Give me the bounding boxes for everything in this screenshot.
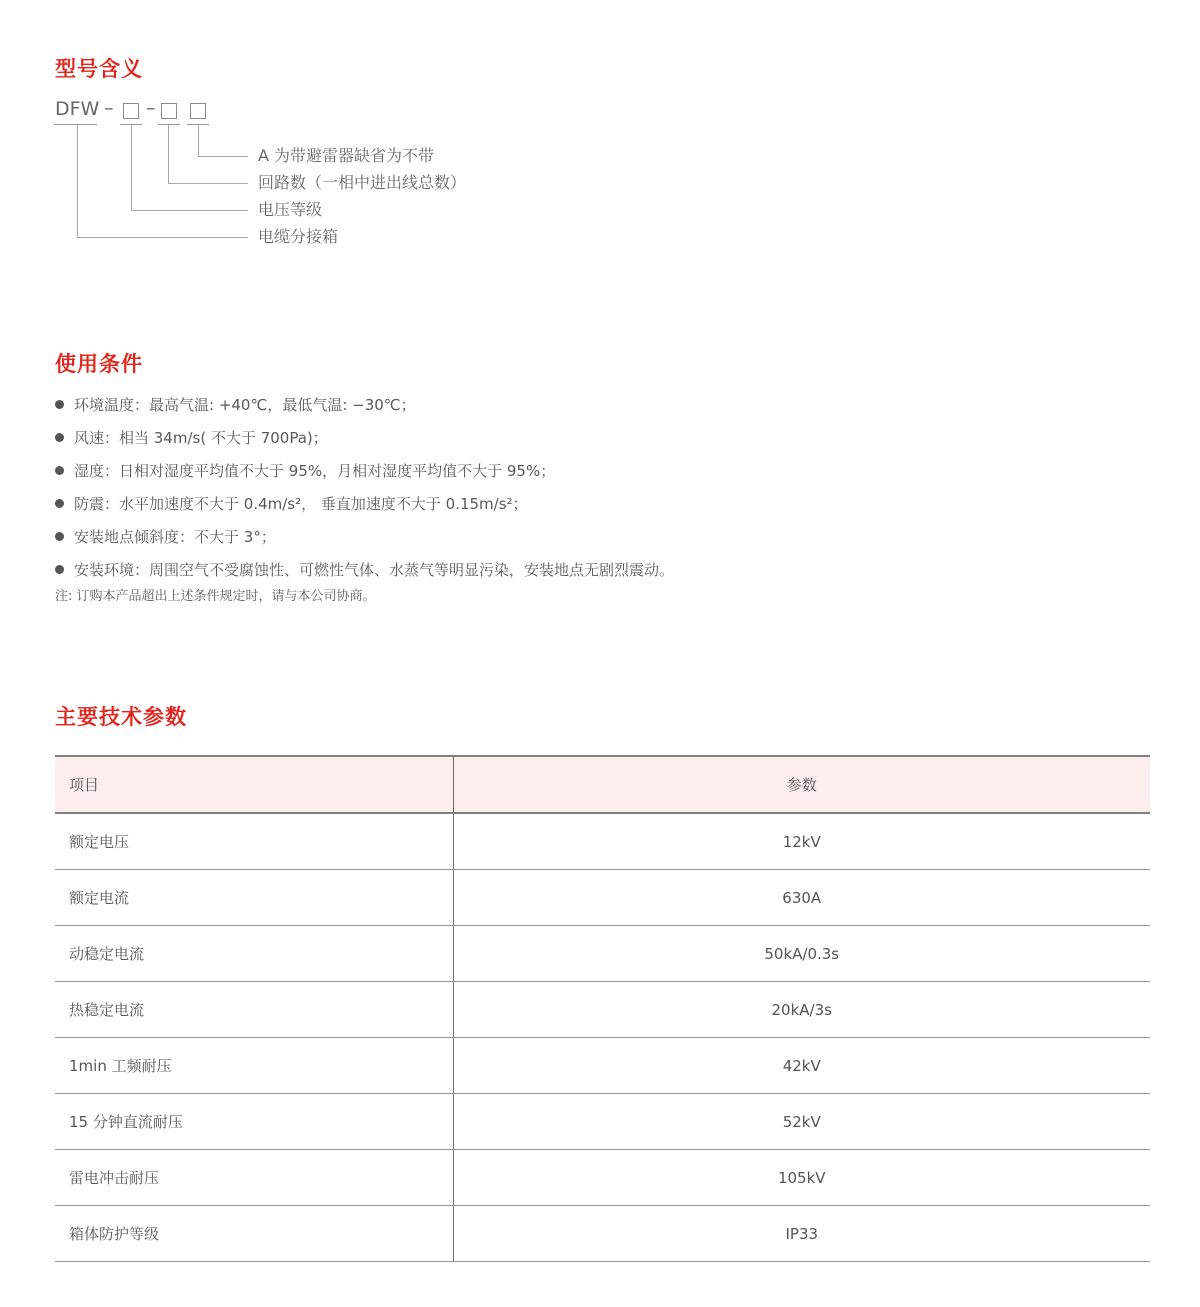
condition-text: 防震：水平加速度不大于 0.4m/s²， 垂直加速度不大于 0.15m/s²； [74,495,528,513]
table-row [55,1094,1150,1150]
model-label-voltage: 电压等级 [258,200,323,219]
list-item [55,388,674,421]
param-value: 630A [453,870,1150,926]
model-dash-1: – [104,97,114,119]
list-item [55,553,674,586]
param-name: 额定电流 [55,870,453,926]
column-header-item: 项目 [55,756,453,813]
table-row [55,1206,1150,1262]
param-value: 42kV [453,1038,1150,1094]
bullet-icon [55,499,64,508]
condition-text: 湿度：日相对湿度平均值不大于 95%，月相对湿度平均值不大于 95%； [74,462,556,480]
condition-text: 安装地点倾斜度：不大于 3°； [74,528,276,546]
param-name: 动稳定电流 [55,926,453,982]
column-header-value: 参数 [453,756,1150,813]
connector-box-type [77,125,248,238]
model-box-circuits [161,103,177,119]
table-row [55,870,1150,926]
condition-text: 风速：相当 34m/s( 不大于 700Pa)； [74,429,328,447]
param-name: 15 分钟直流耐压 [55,1094,453,1150]
param-value: IP33 [453,1206,1150,1262]
param-value: 52kV [453,1094,1150,1150]
table-header-row [55,756,1150,813]
conditions-list [55,388,674,586]
bullet-icon [55,466,64,475]
model-label-box-type: 电缆分接箱 [258,227,339,246]
table-row [55,1038,1150,1094]
section-title-tech-params: 主要技术参数 [55,705,187,729]
param-value: 50kA/0.3s [453,926,1150,982]
table-row [55,926,1150,982]
param-name: 热稳定电流 [55,982,453,1038]
model-dash-2: – [146,97,156,119]
bullet-icon [55,532,64,541]
bullet-icon [55,400,64,409]
param-name: 额定电压 [55,813,453,870]
list-item [55,454,674,487]
condition-text: 安装环境：周围空气不受腐蚀性、可燃性气体、水蒸气等明显污染，安装地点无剧烈震动。 [74,561,675,579]
model-box-voltage [123,103,139,119]
param-name: 1min 工频耐压 [55,1038,453,1094]
section-title-usage-conditions: 使用条件 [55,352,143,376]
list-item [55,487,674,520]
table-row [55,813,1150,870]
list-item [55,421,674,454]
bullet-icon [55,565,64,574]
list-item [55,520,674,553]
model-prefix: DFW [55,98,100,120]
table-row [55,1150,1150,1206]
bullet-icon [55,433,64,442]
param-value: 105kV [453,1150,1150,1206]
param-name: 雷电冲击耐压 [55,1150,453,1206]
conditions-note: 注: 订购本产品超出上述条件规定时，请与本公司协商。 [55,589,376,604]
model-label-arrester: A 为带避雷器缺省为不带 [258,146,435,165]
tech-params-table [55,755,1150,1262]
table-row [55,982,1150,1038]
condition-text: 环境温度：最高气温: +40℃，最低气温: −30℃； [74,396,416,414]
param-value: 12kV [453,813,1150,870]
model-box-arrester [190,103,206,119]
param-value: 20kA/3s [453,982,1150,1038]
section-title-model-meaning: 型号含义 [55,57,143,81]
model-label-circuits: 回路数（一相中进出线总数） [258,173,467,192]
param-name: 箱体防护等级 [55,1206,453,1262]
